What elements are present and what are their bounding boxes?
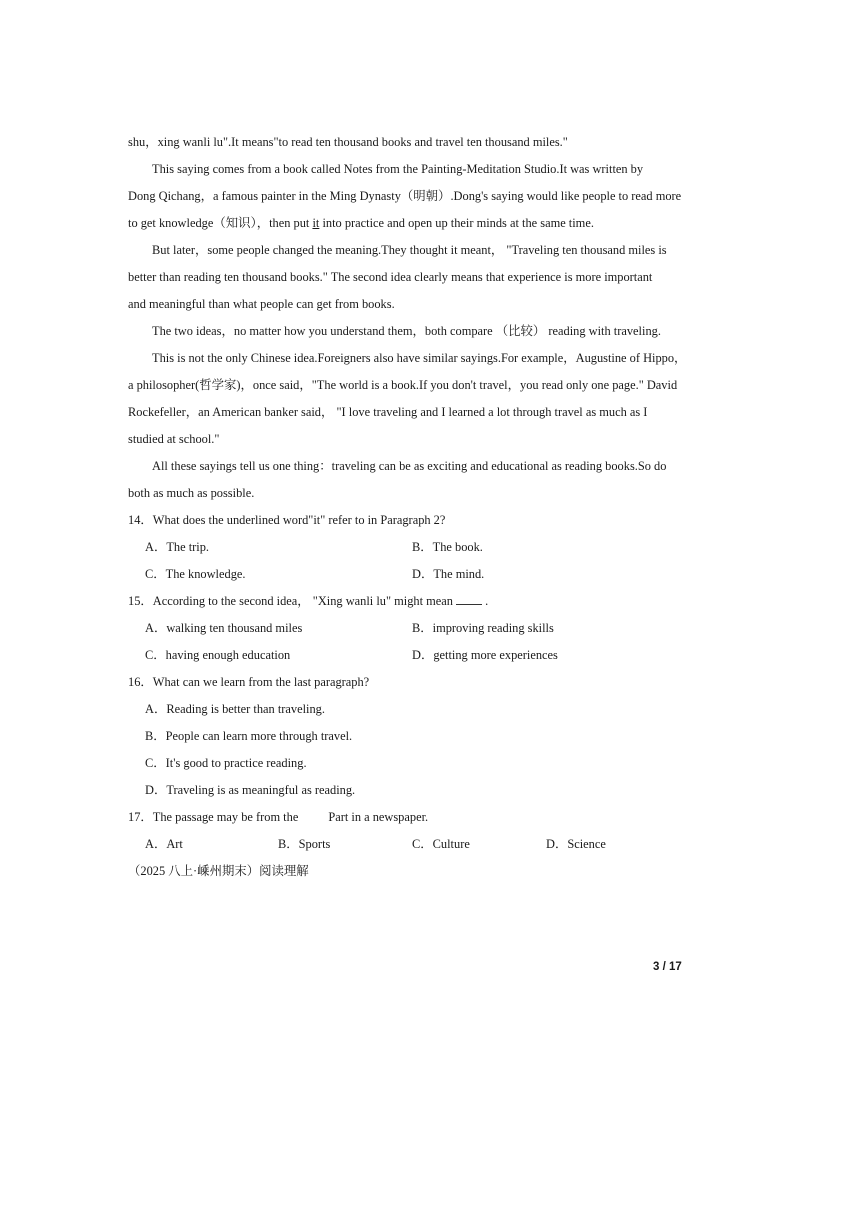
option-b[interactable]: B．improving reading skills <box>412 621 554 635</box>
passage-line: Rockefeller，an American banker said， "I love traveling and I learned a lot through travel as much as I <box>128 405 648 419</box>
page-number: 3 / 17 <box>653 961 682 973</box>
question-text: Part in a newspaper. <box>328 810 429 824</box>
option-a[interactable]: A．Art <box>145 837 183 851</box>
passage-line: both as much as possible. <box>128 486 255 500</box>
option-d[interactable]: D．The mind. <box>412 567 485 581</box>
option-b[interactable]: B．People can learn more through travel. <box>145 729 353 743</box>
passage-text: to get knowledge（知识），then put <box>128 216 313 230</box>
underlined-word: it <box>312 216 320 230</box>
passage-line: Dong Qichang，a famous painter in the Ming Dynasty（明朝）.Dong's saying would like people to read more <box>128 189 682 203</box>
option-c[interactable]: C．having enough education <box>145 648 291 662</box>
question-text: 17．The passage may be from the <box>128 810 299 824</box>
answer-blank[interactable] <box>456 594 482 605</box>
passage-line: studied at school." <box>128 432 220 446</box>
passage-line <box>128 215 594 231</box>
option-c[interactable]: C．The knowledge. <box>145 567 246 581</box>
option-d[interactable]: D．Traveling is as meaningful as reading. <box>145 783 356 797</box>
passage-line: All these sayings tell us one thing：traveling can be as exciting and educational as reading books.So do <box>152 459 667 473</box>
question-stem: 14．What does the underlined word"it" refer to in Paragraph 2? <box>128 513 446 527</box>
option-d[interactable]: D．Science <box>546 837 606 851</box>
option-b[interactable]: B．Sports <box>278 837 331 851</box>
passage-line: This saying comes from a book called Notes from the Painting-Meditation Studio.It was written by <box>152 162 644 176</box>
passage-text: into practice and open up their minds at the same time. <box>319 216 594 230</box>
option-a[interactable]: A．Reading is better than traveling. <box>145 702 325 716</box>
question-stem <box>128 809 428 825</box>
passage-line: a philosopher(哲学家)，once said，"The world is a book.If you don't travel，you read only one page." David <box>128 378 678 392</box>
passage-line: and meaningful than what people can get from books. <box>128 297 395 311</box>
question-stem: 16．What can we learn from the last paragraph? <box>128 675 370 689</box>
option-c[interactable]: C．Culture <box>412 837 470 851</box>
option-b[interactable]: B．The book. <box>412 540 483 554</box>
passage-line: The two ideas，no matter how you understand them，both compare （比较） reading with traveling. <box>152 324 661 338</box>
option-a[interactable]: A．walking ten thousand miles <box>145 621 303 635</box>
option-c[interactable]: C．It's good to practice reading. <box>145 756 307 770</box>
question-text: 15．According to the second idea， "Xing wanli lu" might mean <box>128 594 457 608</box>
passage-line: This is not the only Chinese idea.Foreigners also have similar sayings.For example，Augustine of Hippo， <box>152 351 687 365</box>
question-text: . <box>482 594 489 608</box>
question-stem <box>128 593 488 609</box>
option-d[interactable]: D．getting more experiences <box>412 648 558 662</box>
passage-line: But later，some people changed the meaning.They thought it meant， "Traveling ten thousand miles is <box>152 243 667 257</box>
passage-line: shu，xing wanli lu".It means"to read ten thousand books and travel ten thousand miles." <box>128 135 568 149</box>
source-note: （2025 八上·嵊州期末）阅读理解 <box>128 864 309 878</box>
option-a[interactable]: A．The trip. <box>145 540 210 554</box>
passage-line: better than reading ten thousand books." The second idea clearly means that experience is more important <box>128 270 653 284</box>
